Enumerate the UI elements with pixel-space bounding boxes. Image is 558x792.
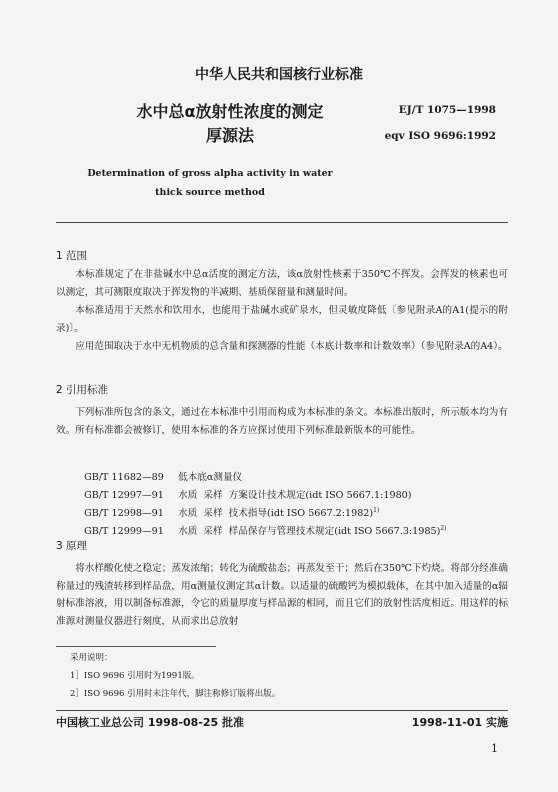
- reference-title: 水质 采样 技术指导(idt ISO 5667.2:1982): [178, 508, 374, 519]
- english-title-line1: Determination of gross alpha activity in water: [87, 168, 333, 179]
- implementation-date: 1998-11-01 实施: [411, 716, 508, 729]
- footer-divider: [56, 710, 508, 711]
- footnote-label: 采用说明：: [70, 653, 113, 663]
- standard-category: 中华人民共和国核行业标准: [195, 67, 363, 83]
- section-heading-scope: 1 范围: [56, 250, 88, 262]
- reference-item: [78, 512, 446, 537]
- paragraph: 将水样酸化使之稳定；蒸发浓缩；转化为硫酸盐态；再蒸发至干；然后在350℃下灼烧。将部分经准确称量过的残渣转移到样品盘，用α测量仪测定其α计数。以适量的硫酸钙为模拟载体，在其中加入适量的α辐射标准溶液，用以制备标准源，令它的质量厚度与样品源的相同，而且它们的放射性活度相近。用这样的标准源对测量仪器进行刻度，从而求出总放射: [56, 563, 508, 627]
- reference-note-marker: 2): [440, 524, 447, 532]
- reference-code: GB/T 12997—91: [84, 490, 164, 501]
- header-divider: [56, 222, 508, 223]
- paragraph: 应用范围取决于水中无机物质的总含量和探测器的性能（本底计数率和计数效率）（参见附录A的A4）。: [75, 341, 508, 352]
- equivalent-standard: eqv ISO 9696:1992: [384, 130, 496, 142]
- document-title-line1: 水中总α放射性浓度的测定: [136, 102, 324, 121]
- paragraph: 下列标准所包含的条文，通过在本标准中引用而构成为本标准的条文。本标准出版时，所示版本均为有效。所有标准都会被修订，使用本标准的各方应探讨使用下列标准最新版本的可能性。: [56, 407, 508, 436]
- footnote-item: 2］ISO 9696 引用时未注年代，脚注称修订版将出版。: [70, 689, 281, 699]
- document-title-line2: 厚源法: [205, 126, 254, 145]
- reference-title: 水质 采样 方案设计技术规定(idt ISO 5667.1:1980): [178, 490, 412, 501]
- approval-date: 中国核工业总公司 1998-08-25 批准: [56, 716, 245, 729]
- section-heading-references: 2 引用标准: [56, 384, 109, 396]
- paragraph: 本标准适用于天然水和饮用水，也能用于盐碱水或矿泉水，但灵敏度降低〔参见附录A的A1(提示的附录)〕。: [56, 305, 508, 334]
- reference-title: 水质 采样 样品保存与管理技术规定(idt ISO 5667.3:1985): [178, 526, 441, 537]
- english-title-line2: thick source method: [155, 187, 265, 198]
- reference-code: GB/T 12998—91: [84, 508, 164, 519]
- page-number: 1: [491, 742, 498, 755]
- reference-code: GB/T 11682—89: [84, 472, 164, 483]
- footnote-item: 1］ISO 9696 引用时为1991版。: [70, 671, 200, 681]
- reference-note-marker: 1): [373, 506, 380, 514]
- reference-code: GB/T 12999—91: [84, 526, 164, 537]
- standard-number: EJ/T 1075—1998: [398, 104, 496, 116]
- paragraph: 本标准规定了在非盐碱水中总α活度的测定方法，该α放射性核素于350℃不挥发。会挥发的核素也可以测定，其可测限度取决于挥发物的半减期、基质保留量和测量时间。: [56, 269, 508, 298]
- reference-title: 低本底α测量仪: [178, 472, 243, 483]
- footnote-divider: [56, 646, 216, 647]
- section-heading-principle: 3 原理: [56, 540, 88, 552]
